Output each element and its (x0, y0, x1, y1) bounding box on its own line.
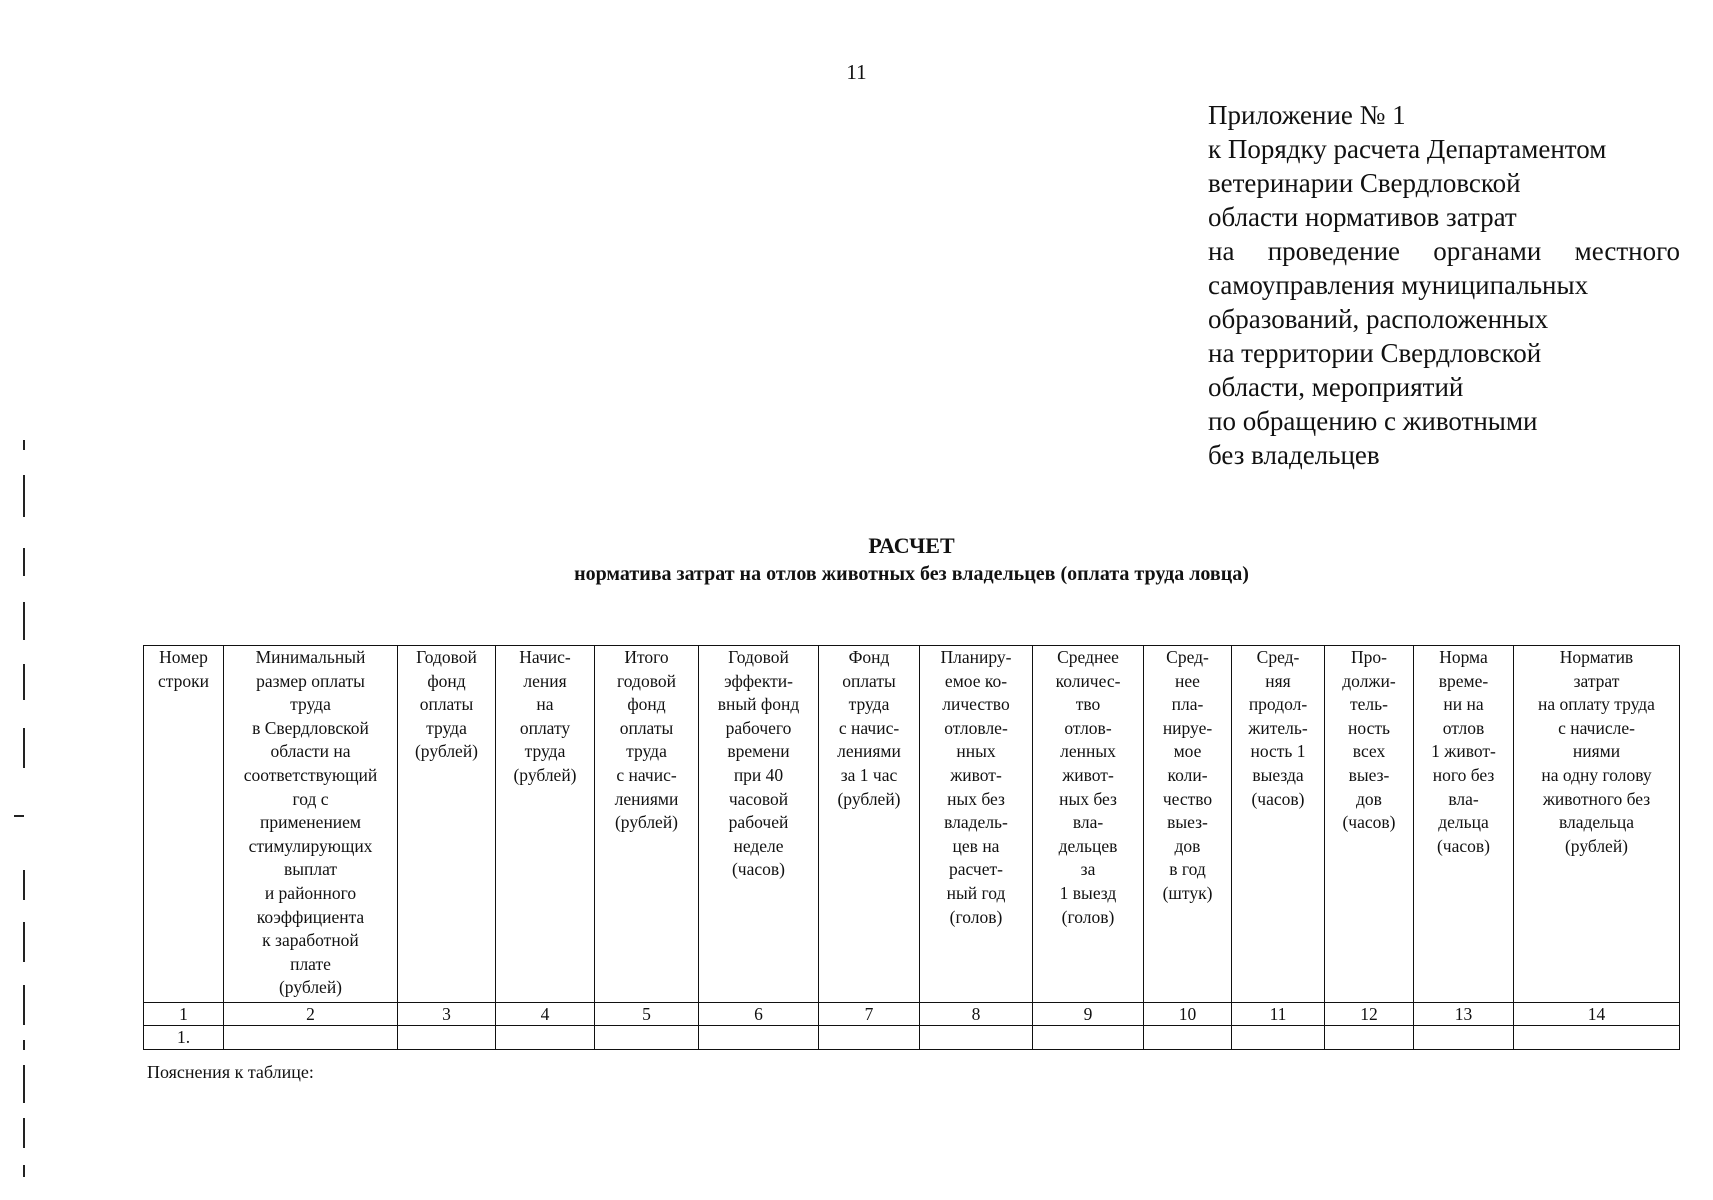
page-number: 11 (846, 60, 867, 84)
table-cell (398, 1026, 496, 1050)
table-cell (1514, 1026, 1680, 1050)
header-cell (496, 646, 595, 1003)
header-cell (398, 646, 496, 1003)
header-cell (144, 646, 224, 1003)
document-title: РАСЧЕТ (868, 533, 955, 558)
column-number-cell: 11 (1232, 1003, 1325, 1026)
column-number-cell: 12 (1325, 1003, 1414, 1026)
scan-margin-mark (23, 664, 25, 700)
appendix-line: Приложение № 1 (1208, 100, 1406, 130)
header-text: Годовой фонд оплаты труда (рублей) (414, 647, 479, 762)
table-notes: Пояснения к таблице: (147, 1062, 314, 1082)
appendix-line: на территории Свердловской (1208, 338, 1542, 368)
scan-margin-mark (23, 1040, 25, 1050)
scan-margin-mark (23, 1065, 25, 1103)
appendix-line: на проведение органами местного (1208, 236, 1680, 266)
column-number-cell: 8 (920, 1003, 1033, 1026)
scan-margin-mark (23, 870, 25, 900)
appendix-line: по обращению с животными (1208, 406, 1538, 436)
appendix-line: самоуправления муниципальных (1208, 270, 1589, 300)
header-text: Норматив затрат на оплату труда с начисле- ниями на одну голову животного без владельца (рублей) (1538, 647, 1655, 856)
header-text: Сред- нее пла- нируе- мое коли- чество выез- дов в год (штук) (1162, 647, 1213, 903)
header-text: Итого годовой фонд оплаты труда с начис- лениями (рублей) (614, 647, 679, 833)
header-cell (1033, 646, 1144, 1003)
scan-margin-mark (14, 815, 24, 817)
appendix-line: к Порядку расчета Департаментом (1208, 134, 1607, 164)
header-cell (699, 646, 819, 1003)
column-number-cell: 5 (595, 1003, 699, 1026)
header-cell (224, 646, 398, 1003)
header-text: Среднее количес- тво отлов- ленных живот- ных без вла- дельцев за 1 выезд (голов) (1055, 647, 1121, 927)
scan-margin-mark (23, 440, 25, 450)
column-number-cell: 3 (398, 1003, 496, 1026)
header-text: Начис- ления на оплату труда (рублей) (513, 647, 577, 785)
appendix-line: области, мероприятий (1208, 372, 1464, 402)
column-number-cell: 7 (819, 1003, 920, 1026)
scan-margin-mark (23, 602, 25, 640)
header-text: Минимальный размер оплаты труда в Свердловской области на соответствующий год с применением стимулирующих выплат и районного коэффициента к заработной плате (рублей) (243, 647, 378, 998)
appendix-block (1208, 98, 1680, 472)
header-cell (1414, 646, 1514, 1003)
scan-margin-mark (23, 1118, 25, 1148)
table-header-row (144, 646, 1680, 1003)
column-number-cell: 9 (1033, 1003, 1144, 1026)
table-cell (1144, 1026, 1232, 1050)
table-cell (920, 1026, 1033, 1050)
header-cell (1144, 646, 1232, 1003)
column-number-cell: 14 (1514, 1003, 1680, 1026)
scan-margin-mark (23, 728, 25, 768)
table-cell (1414, 1026, 1514, 1050)
column-number-cell: 1 (144, 1003, 224, 1026)
table-cell (595, 1026, 699, 1050)
document-subtitle: норматива затрат на отлов животных без владельцев (оплата труда ловца) (574, 563, 1249, 585)
header-text: Годовой эффекти- вный фонд рабочего времени при 40 часовой рабочей неделе (часов) (717, 647, 800, 880)
scan-margin-mark (23, 548, 25, 576)
table-cell (1325, 1026, 1414, 1050)
appendix-line: ветеринарии Свердловской (1208, 168, 1521, 198)
header-cell (1325, 646, 1414, 1003)
table-cell (1033, 1026, 1144, 1050)
header-text: Норма време- ни на отлов 1 живот- ного без вла- дельца (часов) (1431, 647, 1496, 856)
table-cell (1232, 1026, 1325, 1050)
appendix-line: образований, расположенных (1208, 304, 1549, 334)
appendix-line: без владельцев (1208, 440, 1380, 470)
column-number-row (144, 1003, 1680, 1026)
header-text: Номер строки (158, 647, 209, 691)
calculation-table (143, 645, 1680, 1050)
header-text: Про- должи- тель- ность всех выез- дов (часов) (1342, 647, 1396, 833)
table-cell (496, 1026, 595, 1050)
table-cell (224, 1026, 398, 1050)
column-number-cell: 2 (224, 1003, 398, 1026)
document-title-block (0, 532, 1713, 588)
column-number-cell: 6 (699, 1003, 819, 1026)
header-cell (595, 646, 699, 1003)
column-number-cell: 4 (496, 1003, 595, 1026)
column-number-cell: 13 (1414, 1003, 1514, 1026)
header-cell (920, 646, 1033, 1003)
header-text: Сред- няя продол- житель- ность 1 выезда (часов) (1248, 647, 1308, 809)
header-cell (1232, 646, 1325, 1003)
table-row (144, 1026, 1680, 1050)
header-text: Фонд оплаты труда с начис- лениями за 1 час (рублей) (837, 647, 901, 809)
header-cell (1514, 646, 1680, 1003)
scan-margin-mark (23, 1165, 25, 1177)
table-cell (699, 1026, 819, 1050)
header-cell (819, 646, 920, 1003)
header-text: Планиру- емое ко- личество отловле- нных живот- ных без владель- цев на расчет- ный год (голов) (940, 647, 1012, 927)
appendix-line: области нормативов затрат (1208, 202, 1517, 232)
scan-margin-mark (23, 922, 25, 962)
column-number-cell: 10 (1144, 1003, 1232, 1026)
table-cell (819, 1026, 920, 1050)
scan-margin-mark (23, 985, 25, 1025)
scan-margin-mark (23, 475, 25, 517)
table-cell: 1. (144, 1026, 224, 1050)
